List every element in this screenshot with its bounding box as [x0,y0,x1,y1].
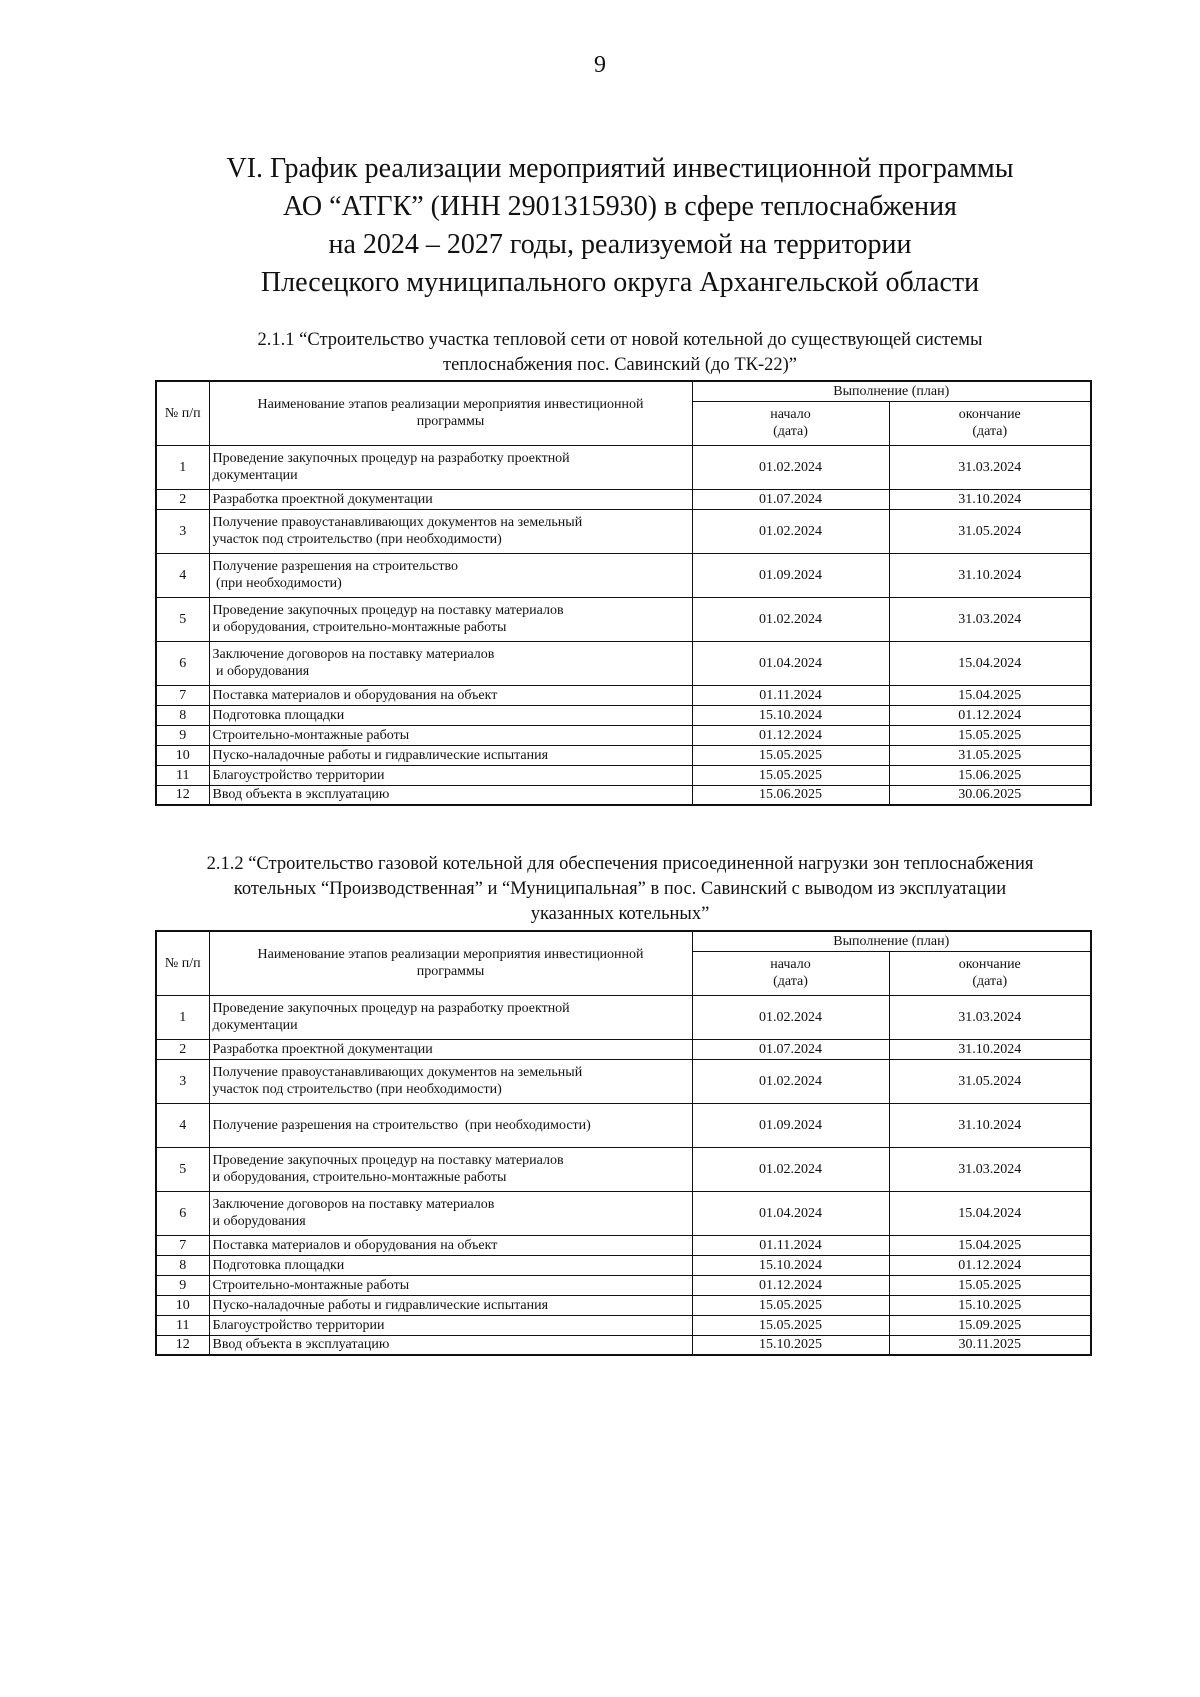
row-number: 12 [156,785,209,805]
section-title-line: 2.1.2 “Строительство газовой котельной для обеспечения присоединенной нагрузки зон теплоснабжения [206,854,1034,874]
start-date: 01.02.2024 [692,1059,889,1103]
end-date: 30.06.2025 [889,785,1091,805]
stage-name-line: Строительно-монтажные работы [212,727,410,743]
row-number: 2 [156,489,209,509]
table-row [156,1191,1091,1235]
start-date: 01.11.2024 [692,1235,889,1255]
title-line: Плесецкого муниципального округа Архангельской области [260,267,980,298]
start-date: 01.04.2024 [692,641,889,685]
header-end: окончание (дата) [889,951,1091,995]
stage-name [209,705,692,725]
row-number: 2 [156,1039,209,1059]
end-date: 01.12.2024 [889,1255,1091,1275]
start-date: 15.05.2025 [692,1315,889,1335]
schedule-table-2-1-1 [155,380,1092,806]
row-number: 9 [156,725,209,745]
table-row [156,1335,1091,1355]
start-date: 15.05.2025 [692,1295,889,1315]
table-row [156,1235,1091,1255]
table-row [156,995,1091,1039]
section-title-line: котельных “Производственная” и “Муниципальная” в пос. Савинский с выводом из эксплуатации [233,879,1007,899]
stage-name [209,1295,692,1315]
stage-name [209,489,692,509]
stage-name [209,1255,692,1275]
stage-name [209,597,692,641]
row-number: 10 [156,745,209,765]
start-date: 01.02.2024 [692,995,889,1039]
row-number: 1 [156,995,209,1039]
table-row [156,725,1091,745]
start-date: 01.11.2024 [692,685,889,705]
start-date: 01.02.2024 [692,445,889,489]
end-date: 31.05.2025 [889,745,1091,765]
stage-name [209,1059,692,1103]
stage-name-line: Пуско-наладочные работы и гидравлические испытания [212,747,549,763]
table-body [156,995,1091,1355]
row-number: 4 [156,1103,209,1147]
header-num: № п/п [156,381,209,445]
stage-name-line: и оборудования [212,664,310,679]
table-row [156,1103,1091,1147]
stage-name-line: Пуско-наладочные работы и гидравлические испытания [212,1297,549,1313]
row-number: 9 [156,1275,209,1295]
schedule-table-2-1-2 [155,930,1092,1356]
row-number: 5 [156,597,209,641]
stage-name-line: Поставка материалов и оборудования на объект [212,687,498,703]
table-row [156,1315,1091,1335]
end-date: 31.03.2024 [889,995,1091,1039]
table-row [156,1039,1091,1059]
stage-name [209,1335,692,1355]
table-row [156,785,1091,805]
header-start: начало (дата) [692,401,889,445]
start-date: 01.12.2024 [692,1275,889,1295]
row-number: 7 [156,685,209,705]
stage-name [209,995,692,1039]
header-name: Наименование этапов реализации мероприятия инвестиционной программы [209,931,692,995]
section-title-2-1-2 [150,852,1090,927]
header-name: Наименование этапов реализации мероприятия инвестиционной программы [209,381,692,445]
table-row [156,1275,1091,1295]
row-number: 8 [156,1255,209,1275]
end-date: 15.05.2025 [889,1275,1091,1295]
header-start: начало (дата) [692,951,889,995]
end-date: 15.04.2025 [889,685,1091,705]
table-body [156,445,1091,805]
end-date: 31.05.2024 [889,1059,1091,1103]
stage-name-line: Благоустройство территории [212,767,385,783]
row-number: 1 [156,445,209,489]
header-num: № п/п [156,931,209,995]
row-number: 4 [156,553,209,597]
stage-name [209,785,692,805]
row-number: 3 [156,1059,209,1103]
stage-name-line: участок под строительство (при необходимости) [212,532,502,547]
section-title-line: теплоснабжения пос. Савинский (до ТК-22)” [442,355,797,375]
table-row [156,641,1091,685]
stage-name-line: Подготовка площадки [212,1257,345,1273]
start-date: 15.05.2025 [692,765,889,785]
end-date: 31.10.2024 [889,1103,1091,1147]
start-date: 01.12.2024 [692,725,889,745]
end-date: 15.04.2024 [889,1191,1091,1235]
stage-name [209,445,692,489]
stage-name-line: документации [212,468,298,483]
header-end: окончание (дата) [889,401,1091,445]
table-row [156,1255,1091,1275]
end-date: 15.04.2025 [889,1235,1091,1255]
stage-name-line: Подготовка площадки [212,707,345,723]
header-plan: Выполнение (план) [692,381,1091,401]
stage-name-line: Проведение закупочных процедур на поставку материалов [212,1153,564,1168]
start-date: 15.10.2024 [692,1255,889,1275]
stage-name-line: Разработка проектной документации [212,1041,433,1057]
end-date: 31.03.2024 [889,597,1091,641]
stage-name [209,1191,692,1235]
title-line: АО “АТГК” (ИНН 2901315930) в сфере теплоснабжения [283,191,957,222]
stage-name-line: Строительно-монтажные работы [212,1277,410,1293]
header-plan: Выполнение (план) [692,931,1091,951]
table-row [156,509,1091,553]
stage-name [209,509,692,553]
stage-name [209,745,692,765]
stage-name-line: Ввод объекта в эксплуатацию [212,1337,390,1353]
stage-name [209,1275,692,1295]
stage-name [209,1235,692,1255]
end-date: 15.05.2025 [889,725,1091,745]
table-row [156,685,1091,705]
stage-name [209,765,692,785]
page-number: 9 [594,52,606,78]
stage-name-line: Проведение закупочных процедур на поставку материалов [212,603,564,618]
start-date: 01.09.2024 [692,553,889,597]
table-row [156,1147,1091,1191]
row-number: 11 [156,765,209,785]
table-row [156,597,1091,641]
row-number: 3 [156,509,209,553]
stage-name [209,641,692,685]
start-date: 15.10.2024 [692,705,889,725]
stage-name [209,1315,692,1335]
title-line: на 2024 – 2027 годы, реализуемой на территории [328,229,912,260]
stage-name-line: и оборудования, строительно-монтажные работы [212,620,507,635]
end-date: 31.10.2024 [889,1039,1091,1059]
table-row [156,705,1091,725]
stage-name [209,725,692,745]
start-date: 01.04.2024 [692,1191,889,1235]
row-number: 12 [156,1335,209,1355]
stage-name-line: Заключение договоров на поставку материалов [212,1197,495,1212]
row-number: 11 [156,1315,209,1335]
row-number: 7 [156,1235,209,1255]
stage-name [209,1147,692,1191]
title-line: VI. График реализации мероприятий инвестиционной программы [226,153,1014,184]
end-date: 15.09.2025 [889,1315,1091,1335]
stage-name-line: Проведение закупочных процедур на разработку проектной [212,451,570,466]
end-date: 31.05.2024 [889,509,1091,553]
stage-name-line: Поставка материалов и оборудования на объект [212,1237,498,1253]
stage-name-line: Получение разрешения на строительство [212,559,458,574]
row-number: 8 [156,705,209,725]
section-title-line: указанных котельных” [530,904,710,924]
start-date: 01.02.2024 [692,1147,889,1191]
stage-name-line: Ввод объекта в эксплуатацию [212,787,390,803]
start-date: 15.06.2025 [692,785,889,805]
start-date: 01.09.2024 [692,1103,889,1147]
stage-name [209,553,692,597]
stage-name-line: Проведение закупочных процедур на разработку проектной [212,1001,570,1016]
end-date: 31.03.2024 [889,1147,1091,1191]
table-row [156,553,1091,597]
row-number: 5 [156,1147,209,1191]
start-date: 01.07.2024 [692,1039,889,1059]
stage-name-line: Получение разрешения на строительство (при необходимости) [212,1117,591,1133]
stage-name [209,685,692,705]
end-date: 15.06.2025 [889,765,1091,785]
stage-name-line: Разработка проектной документации [212,491,433,507]
stage-name [209,1103,692,1147]
end-date: 15.04.2024 [889,641,1091,685]
table-row [156,445,1091,489]
stage-name-line: Заключение договоров на поставку материалов [212,647,495,662]
page-title [130,150,1110,302]
table-row [156,745,1091,765]
row-number: 10 [156,1295,209,1315]
end-date: 01.12.2024 [889,705,1091,725]
table-row [156,1295,1091,1315]
start-date: 15.10.2025 [692,1335,889,1355]
stage-name-line: Получение правоустанавливающих документов на земельный [212,1065,583,1080]
table-row [156,765,1091,785]
stage-name-line: Получение правоустанавливающих документов на земельный [212,515,583,530]
stage-name [209,1039,692,1059]
end-date: 15.10.2025 [889,1295,1091,1315]
stage-name-line: документации [212,1018,298,1033]
section-title-line: 2.1.1 “Строительство участка тепловой сети от новой котельной до существующей системы [257,330,983,350]
table-row [156,1059,1091,1103]
table-row [156,489,1091,509]
start-date: 01.02.2024 [692,509,889,553]
start-date: 01.07.2024 [692,489,889,509]
start-date: 15.05.2025 [692,745,889,765]
end-date: 31.10.2024 [889,489,1091,509]
start-date: 01.02.2024 [692,597,889,641]
stage-name-line: и оборудования [212,1214,306,1229]
section-title-2-1-1 [150,328,1090,378]
row-number: 6 [156,641,209,685]
stage-name-line: Благоустройство территории [212,1317,385,1333]
stage-name-line: участок под строительство (при необходимости) [212,1082,502,1097]
stage-name-line: и оборудования, строительно-монтажные работы [212,1170,507,1185]
row-number: 6 [156,1191,209,1235]
end-date: 31.03.2024 [889,445,1091,489]
stage-name-line: (при необходимости) [212,576,342,591]
end-date: 30.11.2025 [889,1335,1091,1355]
end-date: 31.10.2024 [889,553,1091,597]
